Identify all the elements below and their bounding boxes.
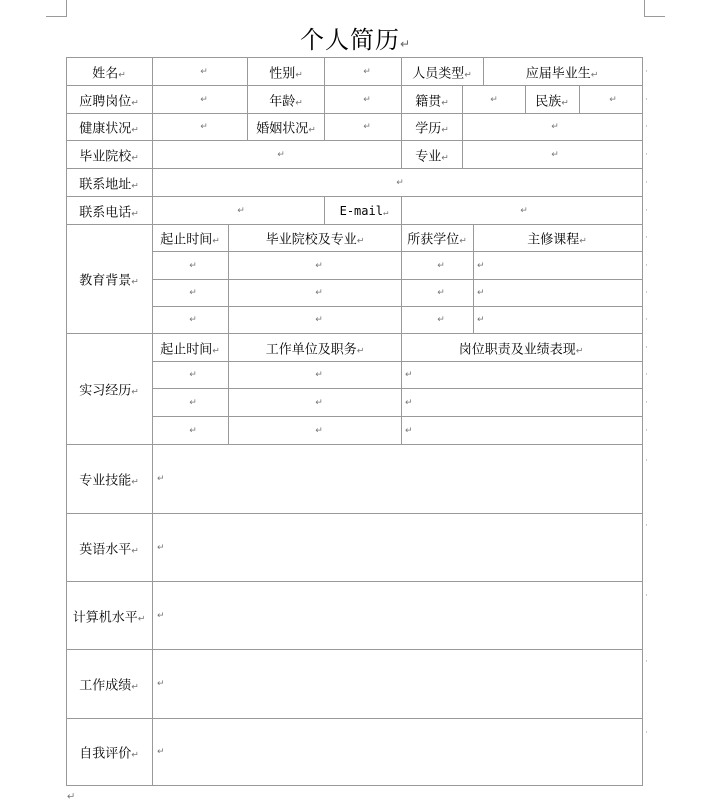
label-section-3 (79, 675, 139, 694)
education-header-0 (160, 229, 220, 248)
cell-mark: ↵ (356, 346, 365, 356)
resume-title: 个人简历 (299, 26, 400, 54)
label-internship-text: 实习经历 (79, 383, 132, 399)
cell-mark: ↵ (575, 346, 584, 356)
table-rule (152, 306, 643, 307)
cell-mark: ↵ (441, 125, 449, 136)
cell-mark: ↵ (295, 98, 303, 108)
table-rule (152, 416, 643, 417)
cell-mark: ↵ (131, 546, 139, 556)
cell-mark: ↵ (382, 207, 389, 218)
education-school-input[interactable]: ↵ (315, 288, 323, 298)
table-rule (525, 85, 526, 114)
label-section-0 (79, 470, 139, 489)
table-rule (66, 57, 67, 786)
end-paragraph-mark: ↵ (67, 791, 76, 803)
label-address (79, 173, 139, 192)
cell-mark: ↵ (464, 70, 472, 80)
education-school-input[interactable]: ↵ (315, 260, 323, 271)
table-rule (324, 57, 325, 141)
cell-mark: ↵ (131, 477, 139, 488)
table-rule (152, 361, 643, 362)
cell-mark: ↵ (356, 236, 365, 247)
education-header-1 (266, 229, 365, 248)
education-courses-input[interactable]: ↵ (477, 260, 485, 271)
row-end-mark: · (645, 233, 648, 243)
cell-mark: ↵ (441, 153, 449, 163)
major-input[interactable]: ↵ (551, 149, 559, 160)
row-end-mark: · (645, 261, 648, 271)
education-header-3-text: 主修课程 (527, 232, 580, 248)
table-rule (324, 196, 325, 225)
row-end-mark: · (645, 288, 648, 298)
label-email-text: E-mail (339, 203, 383, 218)
section-input-4[interactable]: ↵ (157, 747, 165, 757)
education-header-1-text: 毕业院校及专业 (265, 232, 357, 248)
table-rule (152, 388, 643, 389)
internship-duties-input[interactable]: ↵ (405, 425, 413, 436)
label-school-text: 毕业院校 (79, 149, 132, 164)
label-person-type (412, 62, 472, 81)
internship-header-0-text: 起止时间 (160, 342, 213, 357)
table-rule (473, 224, 474, 334)
label-email (340, 204, 389, 218)
cell-mark: ↵ (118, 70, 126, 80)
cell-mark: ↵ (561, 98, 569, 108)
internship-time-input[interactable]: ↵ (189, 370, 197, 380)
cell-mark: ↵ (308, 125, 316, 136)
education-header-3 (527, 229, 587, 248)
education-degree-input[interactable]: ↵ (437, 260, 445, 271)
education-degree-input[interactable]: ↵ (437, 315, 445, 325)
table-rule (483, 57, 484, 86)
education-courses-input[interactable]: ↵ (477, 288, 485, 298)
label-section-2 (73, 606, 146, 625)
section-input-0[interactable]: ↵ (157, 474, 165, 484)
label-position (79, 90, 139, 109)
row-end-mark: · (645, 456, 648, 466)
education-courses-input[interactable]: ↵ (477, 315, 485, 325)
internship-employer-input[interactable]: ↵ (315, 397, 323, 408)
table-rule (152, 251, 643, 252)
education-header-0-text: 起止时间 (160, 232, 213, 248)
row-end-mark: · (645, 206, 648, 216)
section-input-2[interactable]: ↵ (157, 610, 165, 621)
label-health-text: 健康状况 (79, 121, 132, 137)
table-rule (462, 85, 463, 169)
label-section-4 (79, 743, 139, 762)
cell-mark: ↵ (459, 236, 467, 247)
label-age-text: 年龄 (269, 94, 296, 109)
person-type-value-text: 应届毕业生 (525, 66, 591, 81)
table-rule (228, 333, 229, 445)
label-origin (415, 90, 449, 109)
origin-input[interactable]: ↵ (490, 94, 498, 105)
table-rule (247, 57, 248, 141)
ethnicity-input[interactable]: ↵ (609, 94, 617, 105)
cell-mark: ↵ (131, 277, 139, 288)
gender-input[interactable]: ↵ (363, 66, 371, 77)
paragraph-mark: ↵ (399, 37, 411, 51)
label-internship (79, 380, 139, 399)
internship-header-1-text: 工作单位及职务 (265, 342, 357, 357)
cell-mark: ↵ (137, 614, 146, 624)
section-input-1[interactable]: ↵ (157, 542, 165, 553)
row-end-mark: · (645, 343, 648, 353)
internship-employer-input[interactable]: ↵ (315, 370, 323, 380)
marital-input[interactable]: ↵ (363, 122, 371, 132)
row-end-mark: · (645, 657, 648, 667)
cell-mark: ↵ (131, 209, 139, 219)
table-rule (579, 85, 580, 114)
label-education-background (79, 270, 139, 289)
position-input[interactable]: ↵ (200, 94, 208, 105)
cell-mark: ↵ (131, 387, 139, 398)
table-rule (152, 57, 153, 786)
health-input[interactable]: ↵ (200, 122, 208, 132)
label-section-3-text: 工作成绩 (79, 678, 132, 694)
address-input[interactable]: ↵ (396, 177, 404, 188)
education-header-2-text: 所获学位 (407, 232, 460, 248)
cell-mark: ↵ (131, 153, 139, 163)
label-section-4-text: 自我评价 (79, 746, 132, 762)
label-gender (269, 62, 303, 81)
internship-employer-input[interactable]: ↵ (315, 425, 323, 436)
label-school (79, 145, 139, 164)
page-corner-marker-right (644, 0, 665, 17)
education-time-input[interactable]: ↵ (189, 288, 197, 298)
cell-mark: ↵ (131, 682, 139, 693)
page-corner-marker-left (46, 0, 67, 17)
label-origin-text: 籍贯 (415, 94, 442, 109)
label-gender-text: 性别 (269, 66, 296, 81)
education-time-input[interactable]: ↵ (189, 315, 197, 325)
phone-input[interactable]: ↵ (237, 205, 245, 216)
table-rule (401, 333, 402, 445)
cell-mark: ↵ (212, 346, 220, 356)
education-header-2 (407, 229, 467, 248)
age-input[interactable]: ↵ (363, 94, 371, 105)
section-input-3[interactable]: ↵ (157, 679, 165, 689)
label-phone (79, 201, 139, 220)
education-time-input[interactable]: ↵ (189, 260, 197, 271)
internship-header-2-text: 岗位职责及业绩表现 (458, 342, 576, 357)
internship-header-0 (160, 338, 220, 357)
label-major (415, 145, 449, 164)
label-marital-text: 婚姻状况 (256, 121, 309, 137)
row-end-mark: · (645, 67, 648, 77)
cell-mark: ↵ (131, 125, 139, 136)
row-end-mark: · (645, 315, 648, 325)
internship-time-input[interactable]: ↵ (189, 397, 197, 408)
label-health (79, 118, 139, 137)
row-end-mark: · (645, 521, 648, 531)
row-end-mark: · (645, 150, 648, 160)
label-position-text: 应聘岗位 (79, 94, 132, 109)
cell-mark: ↵ (295, 70, 303, 80)
row-end-mark: · (645, 591, 648, 601)
table-rule (401, 196, 402, 225)
label-name-text: 姓名 (92, 66, 119, 81)
label-phone-text: 联系电话 (79, 205, 132, 220)
person-type-value[interactable] (526, 62, 599, 81)
label-age (269, 90, 303, 109)
label-education-background-text: 教育背景 (79, 273, 132, 289)
school-input[interactable]: ↵ (277, 149, 285, 160)
label-person-type-text: 人员类型 (412, 66, 465, 81)
cell-mark: ↵ (579, 236, 587, 247)
table-rule (401, 224, 402, 334)
cell-mark: ↵ (212, 236, 220, 247)
cell-mark: ↵ (131, 98, 139, 108)
internship-duties-input[interactable]: ↵ (405, 397, 413, 408)
cell-mark: ↵ (131, 750, 139, 761)
label-ethnicity-text: 民族 (535, 94, 562, 109)
row-end-mark: · (645, 95, 648, 105)
resume-title-line (0, 20, 710, 55)
label-ethnicity (535, 90, 569, 109)
label-marital (256, 118, 316, 137)
label-section-0-text: 专业技能 (79, 473, 132, 489)
table-rule (642, 57, 643, 786)
name-input[interactable]: ↵ (200, 66, 208, 77)
table-rule (401, 57, 402, 169)
label-major-text: 专业 (415, 149, 442, 164)
row-end-mark: · (645, 426, 648, 436)
label-education-text: 学历 (415, 121, 442, 137)
email-input[interactable]: ↵ (520, 205, 528, 216)
label-section-2-text: 计算机水平 (72, 610, 138, 625)
education-input[interactable]: ↵ (551, 122, 559, 132)
row-end-mark: · (645, 370, 648, 380)
table-rule (228, 224, 229, 334)
label-section-1 (79, 538, 139, 557)
label-education (415, 118, 449, 137)
row-end-mark: · (645, 178, 648, 188)
cell-mark: ↵ (441, 98, 449, 108)
cell-mark: ↵ (131, 181, 139, 191)
label-section-1-text: 英语水平 (79, 542, 132, 557)
internship-header-2 (459, 338, 584, 357)
row-end-mark: · (645, 728, 648, 738)
row-end-mark: · (645, 122, 648, 132)
cell-mark: ↵ (590, 70, 599, 80)
education-degree-input[interactable]: ↵ (437, 288, 445, 298)
row-end-mark: · (645, 398, 648, 408)
table-rule (152, 279, 643, 280)
label-name (92, 62, 126, 81)
education-school-input[interactable]: ↵ (315, 315, 323, 325)
internship-header-1 (266, 338, 365, 357)
internship-time-input[interactable]: ↵ (189, 425, 197, 436)
label-address-text: 联系地址 (79, 177, 132, 192)
internship-duties-input[interactable]: ↵ (405, 370, 413, 380)
